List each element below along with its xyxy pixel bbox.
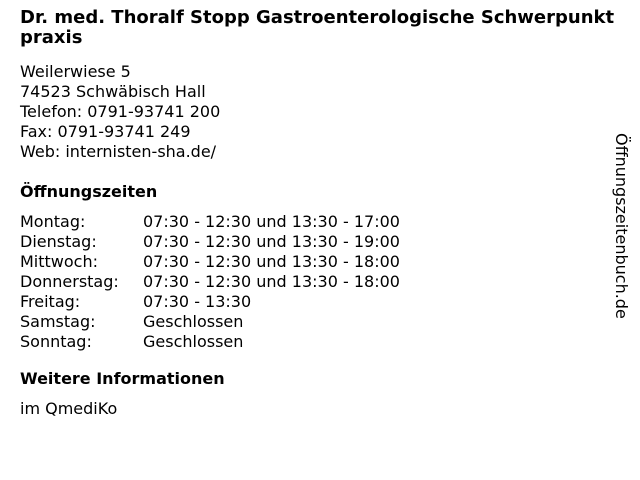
further-info-heading: Weitere Informationen [20, 369, 225, 388]
time-value: 07:30 - 12:30 und 13:30 - 18:00 [143, 272, 400, 291]
practice-title: Dr. med. Thoralf Stopp Gastroenterologische Schwerpunktpraxis [20, 7, 615, 48]
contact-block [20, 62, 610, 162]
day-label: Montag: [20, 212, 86, 231]
opening-hours-heading: Öffnungszeiten [20, 182, 158, 201]
day-label: Dienstag: [20, 232, 97, 251]
day-label: Donnerstag: [20, 272, 119, 291]
hours-row-friday [20, 292, 610, 312]
website: Web: internisten-sha.de/ [20, 142, 217, 161]
time-value: Geschlossen [143, 312, 244, 331]
hours-row-saturday [20, 312, 610, 332]
day-label: Samstag: [20, 312, 96, 331]
hours-row-tuesday [20, 232, 610, 252]
day-label: Mittwoch: [20, 252, 98, 271]
hours-row-sunday [20, 332, 610, 352]
opening-hours-table [20, 212, 610, 352]
phone-number: Telefon: 0791-93741 200 [20, 102, 221, 121]
hours-row-monday [20, 212, 610, 232]
address-city: 74523 Schwäbisch Hall [20, 82, 206, 101]
time-value: 07:30 - 12:30 und 13:30 - 17:00 [143, 212, 400, 231]
time-value: 07:30 - 13:30 [143, 292, 252, 311]
hours-row-wednesday [20, 252, 610, 272]
further-info-text: im QmediKo [20, 399, 118, 418]
day-label: Freitag: [20, 292, 81, 311]
brand-watermark: Öffnungszeitenbuch.de [612, 133, 631, 319]
time-value: 07:30 - 12:30 und 13:30 - 18:00 [143, 252, 400, 271]
time-value: Geschlossen [143, 332, 244, 351]
hours-row-thursday [20, 272, 610, 292]
fax-number: Fax: 0791-93741 249 [20, 122, 191, 141]
address-street: Weilerwiese 5 [20, 62, 131, 81]
day-label: Sonntag: [20, 332, 92, 351]
practice-card [20, 7, 615, 419]
time-value: 07:30 - 12:30 und 13:30 - 19:00 [143, 232, 400, 251]
